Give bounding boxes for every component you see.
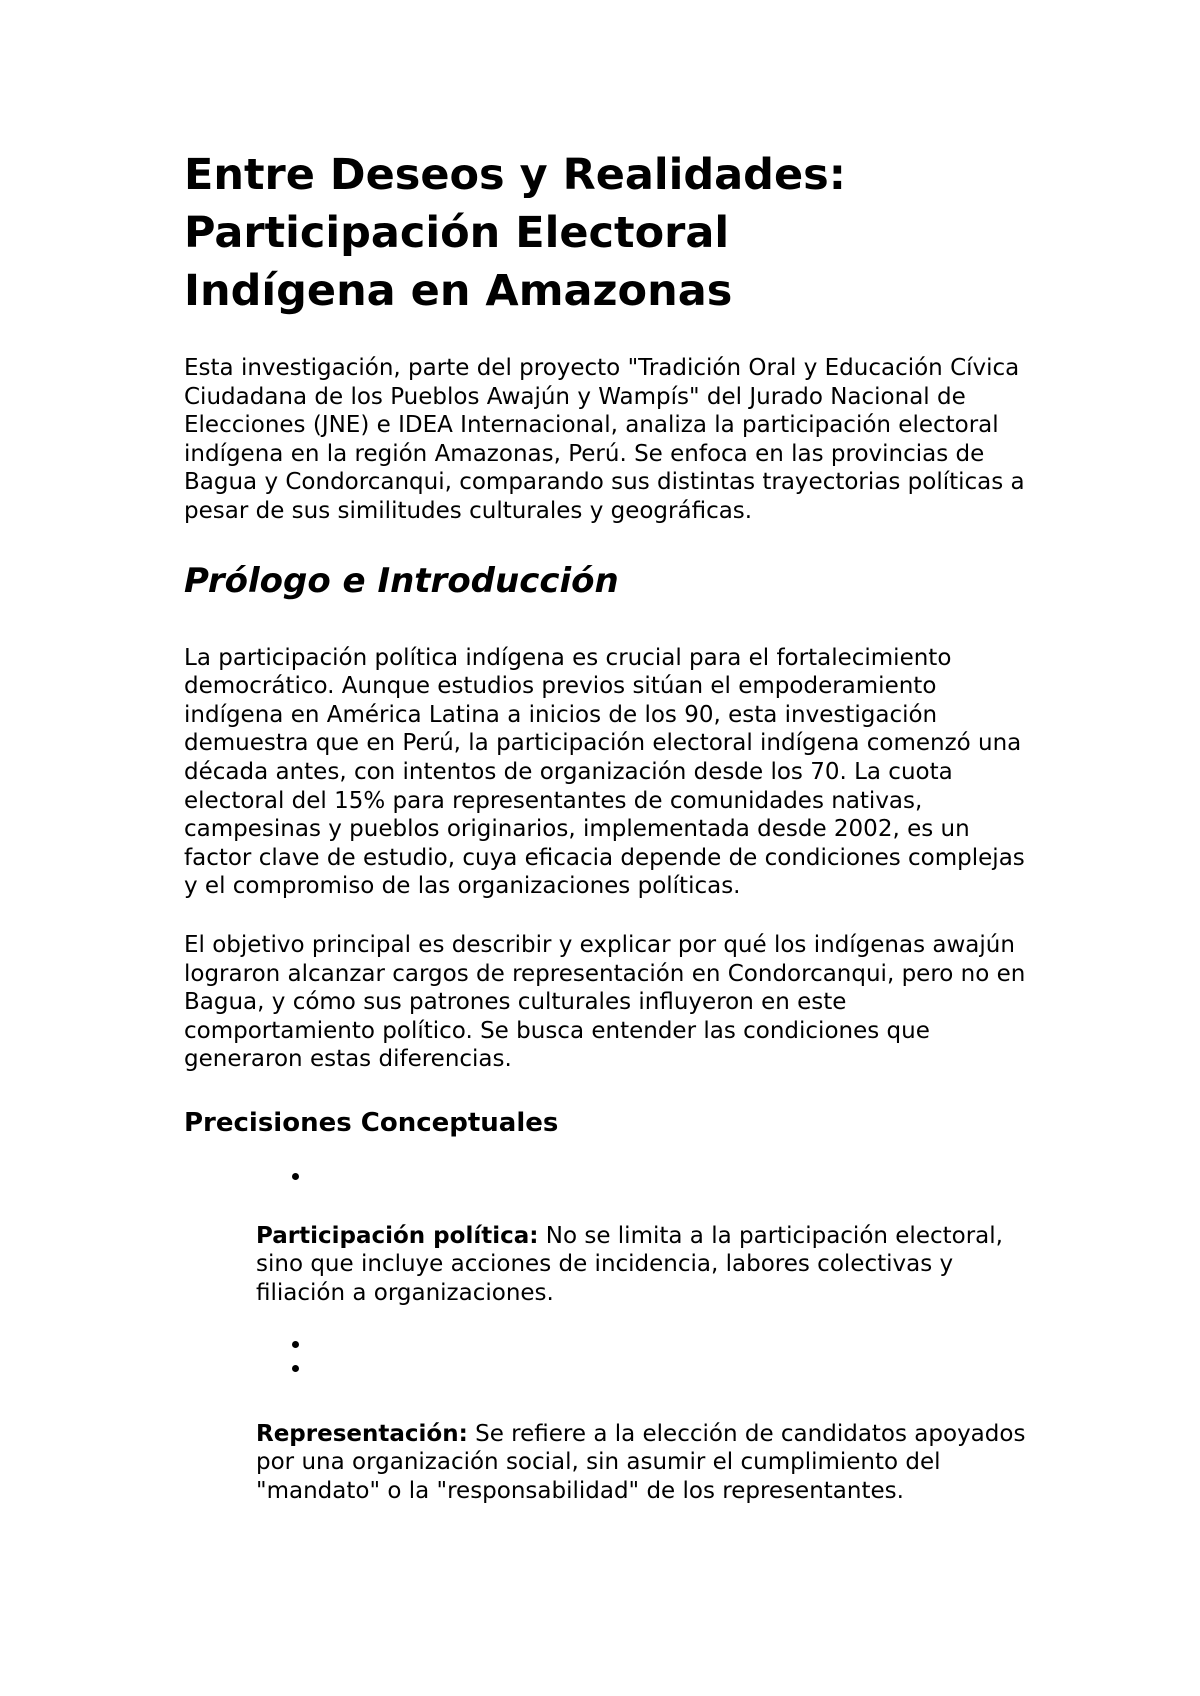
title-line-3: Indígena en Amazonas	[184, 266, 733, 316]
title-line-2: Participación Electoral	[184, 208, 730, 258]
intro-paragraph-2: El objetivo principal es describir y explicar por qué los indígenas awajún lograron alcanzar cargos de representación en Condorcanqui, pero no en Bagua, y cómo sus patrones culturales influyeron en este comportamiento político. Se busca entender las condiciones que generaron estas diferencias.	[184, 931, 1026, 1073]
document-page	[184, 146, 1034, 1505]
concept-description: Se refiere a la elección de candidatos apoyados por una organización social, sin asumir el cumplimiento del "mandato" o la "responsabilidad" de los representantes.	[256, 1420, 1026, 1504]
bullet-icon	[292, 1173, 299, 1180]
title-line-1: Entre Deseos y Realidades:	[184, 150, 846, 200]
concept-term: Representación:	[256, 1420, 468, 1447]
concept-term: Participación política:	[256, 1222, 539, 1249]
bullet-icon	[292, 1365, 299, 1372]
bullet-row	[184, 1338, 1034, 1362]
concept-definition	[256, 1420, 1034, 1506]
concept-description: No se limita a la participación electoral, sino que incluye acciones de incidencia, labores colectivas y filiación a organizaciones.	[256, 1222, 1003, 1307]
list-item	[184, 1170, 1034, 1308]
list-item	[184, 1338, 1034, 1506]
bullet-icon	[292, 1341, 299, 1348]
intro-paragraph-1: La participación política indígena es crucial para el fortalecimiento democrático. Aunque estudios previos sitúan el empoderamiento indígena en América Latina a inicios de los 90, esta investigación demuestra que en Perú, la participación electoral indígena comenzó una década antes, con intentos de organización desde los 70. La cuota electoral del 15% para representantes de comunidades nativas, campesinas y pueblos originarios, implementada desde 2002, es un factor clave de estudio, cuya eficacia depende de condiciones complejas y el compromiso de las organizaciones políticas.	[184, 644, 1025, 900]
subsection-heading: Precisiones Conceptuales	[184, 1107, 559, 1138]
section-heading: Prólogo e Introducción	[184, 560, 619, 601]
bullet-row	[184, 1170, 1034, 1194]
document-title	[184, 146, 1034, 320]
concept-definition	[256, 1222, 1034, 1308]
abstract-paragraph: Esta investigación, parte del proyecto "Tradición Oral y Educación Cívica Ciudadana de los Pueblos Awajún y Wampís" del Jurado Nacional de Elecciones (JNE) e IDEA Internacional, analiza la participación electoral indígena en la región Amazonas, Perú. Se enfoca en las provincias de Bagua y Condorcanqui, comparando sus distintas trayectorias políticas a pesar de sus similitudes culturales y geográficas.	[184, 355, 1025, 524]
concept-list	[184, 1170, 1034, 1506]
bullet-row	[184, 1362, 1034, 1386]
